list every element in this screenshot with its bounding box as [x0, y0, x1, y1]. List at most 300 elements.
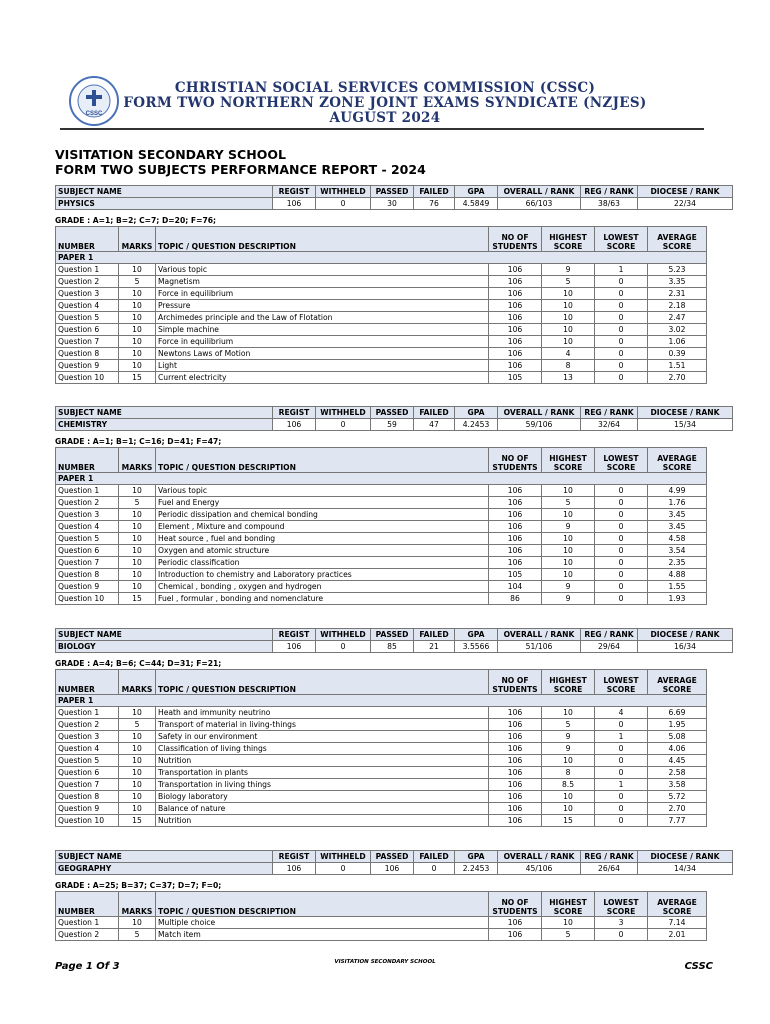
question-row	[56, 497, 707, 509]
summary-value-name: PHYSICS	[56, 198, 273, 210]
grade-distribution: GRADE : A=4; B=6; C=44; D=31; F=21;	[55, 659, 222, 668]
summary-header-subject-name: SUBJECT NAME	[56, 629, 273, 641]
question-marks: 5	[119, 276, 156, 288]
question-topic: Transportation in living things	[156, 779, 489, 791]
question-topic: Various topic	[156, 264, 489, 276]
question-row	[56, 300, 707, 312]
summary-value-withheld: 0	[316, 863, 371, 875]
question-marks: 10	[119, 545, 156, 557]
question-number: Question 1	[56, 917, 119, 929]
question-topic: Multiple choice	[156, 917, 489, 929]
summary-header-overall-rank: OVERALL / RANK	[498, 407, 581, 419]
summary-header-gpa: GPA	[455, 851, 498, 863]
question-number: Question 10	[56, 593, 119, 605]
summary-value-gpa: 2.2453	[455, 863, 498, 875]
question-lowest: 0	[595, 557, 648, 569]
question-table	[55, 669, 707, 827]
question-row	[56, 707, 707, 719]
question-students: 106	[489, 348, 542, 360]
question-highest: 9	[542, 581, 595, 593]
subject-summary-table	[55, 850, 733, 875]
col-students: NO OF STUDENTS	[489, 448, 542, 473]
question-highest: 10	[542, 545, 595, 557]
question-marks: 10	[119, 312, 156, 324]
summary-header-passed: PASSED	[371, 186, 414, 198]
question-topic: Force in equilibrium	[156, 336, 489, 348]
question-number: Question 1	[56, 485, 119, 497]
summary-value-failed: 21	[414, 641, 455, 653]
question-topic: Light	[156, 360, 489, 372]
summary-header-failed: FAILED	[414, 186, 455, 198]
summary-value-name: GEOGRAPHY	[56, 863, 273, 875]
report-header	[0, 70, 770, 132]
question-average: 5.08	[648, 731, 707, 743]
header-line-2: FORM TWO NORTHERN ZONE JOINT EXAMS SYNDICATE (NZJES)	[123, 95, 647, 111]
col-highest: HIGHEST SCORE	[542, 892, 595, 917]
question-topic: Match item	[156, 929, 489, 941]
question-row	[56, 719, 707, 731]
question-marks: 10	[119, 264, 156, 276]
question-number: Question 10	[56, 372, 119, 384]
question-average: 2.18	[648, 300, 707, 312]
question-students: 106	[489, 779, 542, 791]
question-lowest: 0	[595, 743, 648, 755]
question-number: Question 8	[56, 348, 119, 360]
question-marks: 10	[119, 557, 156, 569]
question-lowest: 0	[595, 300, 648, 312]
col-topic: TOPIC / QUESTION DESCRIPTION	[156, 670, 489, 695]
question-number: Question 4	[56, 743, 119, 755]
question-number: Question 5	[56, 312, 119, 324]
summary-header-diocese-rank: DIOCESE / RANK	[638, 407, 733, 419]
summary-value-withheld: 0	[316, 641, 371, 653]
question-number: Question 2	[56, 719, 119, 731]
question-average: 7.77	[648, 815, 707, 827]
question-row	[56, 767, 707, 779]
summary-header-passed: PASSED	[371, 629, 414, 641]
summary-value-regist: 106	[273, 198, 316, 210]
question-row	[56, 276, 707, 288]
question-average: 2.35	[648, 557, 707, 569]
question-topic: Introduction to chemistry and Laboratory practices	[156, 569, 489, 581]
question-highest: 10	[542, 312, 595, 324]
question-topic: Force in equilibrium	[156, 288, 489, 300]
col-marks: MARKS	[119, 448, 156, 473]
question-row	[56, 533, 707, 545]
summary-value-regist: 106	[273, 863, 316, 875]
summary-header-passed: PASSED	[371, 851, 414, 863]
question-students: 106	[489, 803, 542, 815]
question-lowest: 0	[595, 791, 648, 803]
col-topic: TOPIC / QUESTION DESCRIPTION	[156, 892, 489, 917]
summary-header-gpa: GPA	[455, 407, 498, 419]
question-row	[56, 593, 707, 605]
summary-value-reg: 29/64	[581, 641, 638, 653]
question-topic: Nutrition	[156, 755, 489, 767]
summary-value-passed: 30	[371, 198, 414, 210]
question-topic: Periodic classification	[156, 557, 489, 569]
question-row	[56, 336, 707, 348]
question-students: 106	[489, 557, 542, 569]
col-students: NO OF STUDENTS	[489, 227, 542, 252]
school-title-block	[55, 147, 426, 177]
question-marks: 10	[119, 485, 156, 497]
question-lowest: 0	[595, 593, 648, 605]
question-number: Question 5	[56, 533, 119, 545]
summary-header-regist: REGIST	[273, 186, 316, 198]
question-lowest: 1	[595, 264, 648, 276]
cssc-logo	[64, 75, 124, 127]
col-highest: HIGHEST SCORE	[542, 670, 595, 695]
summary-value-overall: 59/106	[498, 419, 581, 431]
question-number: Question 5	[56, 755, 119, 767]
question-average: 2.01	[648, 929, 707, 941]
question-row	[56, 264, 707, 276]
question-average: 3.35	[648, 276, 707, 288]
grade-distribution: GRADE : A=1; B=1; C=16; D=41; F=47;	[55, 437, 222, 446]
summary-value-overall: 45/106	[498, 863, 581, 875]
summary-header-reg-rank: REG / RANK	[581, 186, 638, 198]
question-lowest: 0	[595, 324, 648, 336]
question-lowest: 0	[595, 497, 648, 509]
question-students: 106	[489, 264, 542, 276]
question-topic: Magnetism	[156, 276, 489, 288]
question-lowest: 0	[595, 719, 648, 731]
question-average: 3.58	[648, 779, 707, 791]
question-topic: Chemical , bonding , oxygen and hydrogen	[156, 581, 489, 593]
col-marks: MARKS	[119, 670, 156, 695]
question-number: Question 9	[56, 803, 119, 815]
question-students: 106	[489, 815, 542, 827]
question-lowest: 0	[595, 276, 648, 288]
question-students: 105	[489, 372, 542, 384]
question-number: Question 4	[56, 521, 119, 533]
question-row	[56, 557, 707, 569]
question-highest: 10	[542, 791, 595, 803]
summary-header-reg-rank: REG / RANK	[581, 851, 638, 863]
question-row	[56, 372, 707, 384]
question-number: Question 7	[56, 336, 119, 348]
summary-value-passed: 106	[371, 863, 414, 875]
question-marks: 10	[119, 803, 156, 815]
summary-value-failed: 0	[414, 863, 455, 875]
question-highest: 10	[542, 509, 595, 521]
question-students: 106	[489, 276, 542, 288]
summary-header-failed: FAILED	[414, 407, 455, 419]
question-highest: 5	[542, 497, 595, 509]
question-topic: Newtons Laws of Motion	[156, 348, 489, 360]
question-number: Question 6	[56, 324, 119, 336]
question-marks: 10	[119, 288, 156, 300]
question-lowest: 0	[595, 803, 648, 815]
question-lowest: 0	[595, 485, 648, 497]
summary-header-subject-name: SUBJECT NAME	[56, 407, 273, 419]
question-average: 5.72	[648, 791, 707, 803]
summary-value-diocese: 16/34	[638, 641, 733, 653]
question-highest: 10	[542, 288, 595, 300]
question-topic: Classification of living things	[156, 743, 489, 755]
summary-value-diocese: 14/34	[638, 863, 733, 875]
summary-value-name: CHEMISTRY	[56, 419, 273, 431]
question-highest: 10	[542, 485, 595, 497]
question-students: 106	[489, 300, 542, 312]
question-marks: 10	[119, 755, 156, 767]
col-number: NUMBER	[56, 670, 119, 695]
summary-header-overall-rank: OVERALL / RANK	[498, 186, 581, 198]
question-marks: 10	[119, 324, 156, 336]
question-average: 0.39	[648, 348, 707, 360]
question-lowest: 0	[595, 336, 648, 348]
summary-value-withheld: 0	[316, 198, 371, 210]
grade-distribution: GRADE : A=25; B=37; C=37; D=7; F=0;	[55, 881, 222, 890]
question-average: 4.99	[648, 485, 707, 497]
question-topic: Archimedes principle and the Law of Flotation	[156, 312, 489, 324]
question-row	[56, 545, 707, 557]
question-topic: Safety in our environment	[156, 731, 489, 743]
question-students: 106	[489, 509, 542, 521]
summary-value-overall: 66/103	[498, 198, 581, 210]
question-marks: 10	[119, 348, 156, 360]
question-topic: Element , Mixture and compound	[156, 521, 489, 533]
question-lowest: 0	[595, 509, 648, 521]
question-number: Question 7	[56, 779, 119, 791]
col-number: NUMBER	[56, 892, 119, 917]
question-topic: Pressure	[156, 300, 489, 312]
question-row	[56, 348, 707, 360]
question-average: 2.58	[648, 767, 707, 779]
svg-text:CSSC: CSSC	[85, 111, 103, 117]
question-row	[56, 569, 707, 581]
question-lowest: 0	[595, 288, 648, 300]
question-number: Question 2	[56, 276, 119, 288]
summary-value-regist: 106	[273, 641, 316, 653]
question-lowest: 1	[595, 779, 648, 791]
question-number: Question 10	[56, 815, 119, 827]
question-number: Question 6	[56, 767, 119, 779]
col-average: AVERAGE SCORE	[648, 448, 707, 473]
summary-value-failed: 47	[414, 419, 455, 431]
question-topic: Current electricity	[156, 372, 489, 384]
question-marks: 5	[119, 719, 156, 731]
question-average: 2.70	[648, 372, 707, 384]
question-average: 1.55	[648, 581, 707, 593]
question-highest: 10	[542, 569, 595, 581]
question-highest: 10	[542, 917, 595, 929]
col-lowest: LOWEST SCORE	[595, 892, 648, 917]
question-students: 106	[489, 533, 542, 545]
question-row	[56, 803, 707, 815]
paper-label: PAPER 1	[56, 473, 707, 485]
summary-header-gpa: GPA	[455, 186, 498, 198]
summary-value-gpa: 4.2453	[455, 419, 498, 431]
summary-value-gpa: 4.5849	[455, 198, 498, 210]
question-table	[55, 891, 707, 941]
summary-value-diocese: 15/34	[638, 419, 733, 431]
question-average: 6.69	[648, 707, 707, 719]
question-row	[56, 791, 707, 803]
summary-header-diocese-rank: DIOCESE / RANK	[638, 851, 733, 863]
question-highest: 4	[542, 348, 595, 360]
question-topic: Simple machine	[156, 324, 489, 336]
question-highest: 10	[542, 533, 595, 545]
summary-header-withheld: WITHHELD	[316, 407, 371, 419]
question-highest: 8	[542, 767, 595, 779]
question-average: 4.58	[648, 533, 707, 545]
question-marks: 10	[119, 707, 156, 719]
question-students: 105	[489, 569, 542, 581]
question-lowest: 0	[595, 581, 648, 593]
question-average: 1.93	[648, 593, 707, 605]
question-lowest: 0	[595, 569, 648, 581]
summary-header-diocese-rank: DIOCESE / RANK	[638, 186, 733, 198]
summary-value-gpa: 3.5566	[455, 641, 498, 653]
question-students: 86	[489, 593, 542, 605]
question-average: 5.23	[648, 264, 707, 276]
question-highest: 10	[542, 300, 595, 312]
summary-header-reg-rank: REG / RANK	[581, 407, 638, 419]
question-marks: 10	[119, 509, 156, 521]
summary-header-regist: REGIST	[273, 851, 316, 863]
question-highest: 9	[542, 264, 595, 276]
question-average: 4.45	[648, 755, 707, 767]
question-marks: 10	[119, 791, 156, 803]
col-marks: MARKS	[119, 892, 156, 917]
question-average: 2.47	[648, 312, 707, 324]
question-average: 3.45	[648, 521, 707, 533]
question-marks: 10	[119, 917, 156, 929]
question-lowest: 3	[595, 917, 648, 929]
question-highest: 8.5	[542, 779, 595, 791]
question-row	[56, 324, 707, 336]
question-marks: 10	[119, 533, 156, 545]
question-marks: 10	[119, 731, 156, 743]
summary-header-gpa: GPA	[455, 629, 498, 641]
question-number: Question 9	[56, 360, 119, 372]
summary-value-diocese: 22/34	[638, 198, 733, 210]
question-highest: 10	[542, 803, 595, 815]
question-lowest: 0	[595, 767, 648, 779]
question-number: Question 4	[56, 300, 119, 312]
question-row	[56, 509, 707, 521]
question-highest: 10	[542, 707, 595, 719]
question-students: 106	[489, 324, 542, 336]
question-average: 3.45	[648, 509, 707, 521]
col-number: NUMBER	[56, 448, 119, 473]
question-topic: Heat source , fuel and bonding	[156, 533, 489, 545]
subject-summary-table	[55, 628, 733, 653]
question-row	[56, 755, 707, 767]
header-line-1: CHRISTIAN SOCIAL SERVICES COMMISSION (CSSC)	[174, 80, 596, 96]
question-number: Question 8	[56, 569, 119, 581]
summary-header-subject-name: SUBJECT NAME	[56, 851, 273, 863]
question-average: 3.54	[648, 545, 707, 557]
summary-value-name: BIOLOGY	[56, 641, 273, 653]
col-topic: TOPIC / QUESTION DESCRIPTION	[156, 227, 489, 252]
question-topic: Biology laboratory	[156, 791, 489, 803]
question-lowest: 0	[595, 360, 648, 372]
question-students: 106	[489, 917, 542, 929]
col-students: NO OF STUDENTS	[489, 892, 542, 917]
school-name: VISITATION SECONDARY SCHOOL	[55, 147, 286, 162]
question-row	[56, 731, 707, 743]
question-students: 104	[489, 581, 542, 593]
question-row	[56, 485, 707, 497]
question-number: Question 2	[56, 929, 119, 941]
question-topic: Nutrition	[156, 815, 489, 827]
summary-value-withheld: 0	[316, 419, 371, 431]
question-marks: 10	[119, 779, 156, 791]
col-average: AVERAGE SCORE	[648, 227, 707, 252]
question-marks: 10	[119, 767, 156, 779]
question-lowest: 0	[595, 533, 648, 545]
summary-value-overall: 51/106	[498, 641, 581, 653]
question-students: 106	[489, 743, 542, 755]
question-highest: 5	[542, 719, 595, 731]
summary-value-reg: 26/64	[581, 863, 638, 875]
summary-header-failed: FAILED	[414, 851, 455, 863]
summary-header-passed: PASSED	[371, 407, 414, 419]
question-lowest: 0	[595, 372, 648, 384]
question-lowest: 4	[595, 707, 648, 719]
summary-value-passed: 59	[371, 419, 414, 431]
question-average: 1.06	[648, 336, 707, 348]
question-marks: 10	[119, 581, 156, 593]
col-highest: HIGHEST SCORE	[542, 227, 595, 252]
question-number: Question 1	[56, 264, 119, 276]
question-students: 106	[489, 929, 542, 941]
question-highest: 9	[542, 731, 595, 743]
question-row	[56, 360, 707, 372]
question-highest: 13	[542, 372, 595, 384]
question-row	[56, 288, 707, 300]
summary-header-subject-name: SUBJECT NAME	[56, 186, 273, 198]
question-marks: 10	[119, 569, 156, 581]
question-students: 106	[489, 791, 542, 803]
col-average: AVERAGE SCORE	[648, 670, 707, 695]
col-highest: HIGHEST SCORE	[542, 448, 595, 473]
question-topic: Fuel , formular , bonding and nomenclature	[156, 593, 489, 605]
question-lowest: 0	[595, 348, 648, 360]
summary-header-withheld: WITHHELD	[316, 851, 371, 863]
question-number: Question 8	[56, 791, 119, 803]
col-lowest: LOWEST SCORE	[595, 670, 648, 695]
question-highest: 9	[542, 521, 595, 533]
question-marks: 15	[119, 593, 156, 605]
col-topic: TOPIC / QUESTION DESCRIPTION	[156, 448, 489, 473]
question-students: 106	[489, 485, 542, 497]
question-students: 106	[489, 719, 542, 731]
question-students: 106	[489, 767, 542, 779]
question-marks: 15	[119, 372, 156, 384]
question-students: 106	[489, 336, 542, 348]
page-number: Page 1 Of 3	[55, 961, 120, 972]
question-topic: Transportation in plants	[156, 767, 489, 779]
question-highest: 15	[542, 815, 595, 827]
summary-header-overall-rank: OVERALL / RANK	[498, 851, 581, 863]
question-average: 2.31	[648, 288, 707, 300]
question-average: 7.14	[648, 917, 707, 929]
question-topic: Balance of nature	[156, 803, 489, 815]
question-lowest: 0	[595, 929, 648, 941]
header-line-3: AUGUST 2024	[329, 110, 441, 126]
question-row	[56, 815, 707, 827]
summary-value-failed: 76	[414, 198, 455, 210]
question-marks: 10	[119, 336, 156, 348]
question-highest: 10	[542, 324, 595, 336]
grade-distribution: GRADE : A=1; B=2; C=7; D=20; F=76;	[55, 216, 217, 225]
question-highest: 9	[542, 743, 595, 755]
question-topic: Fuel and Energy	[156, 497, 489, 509]
